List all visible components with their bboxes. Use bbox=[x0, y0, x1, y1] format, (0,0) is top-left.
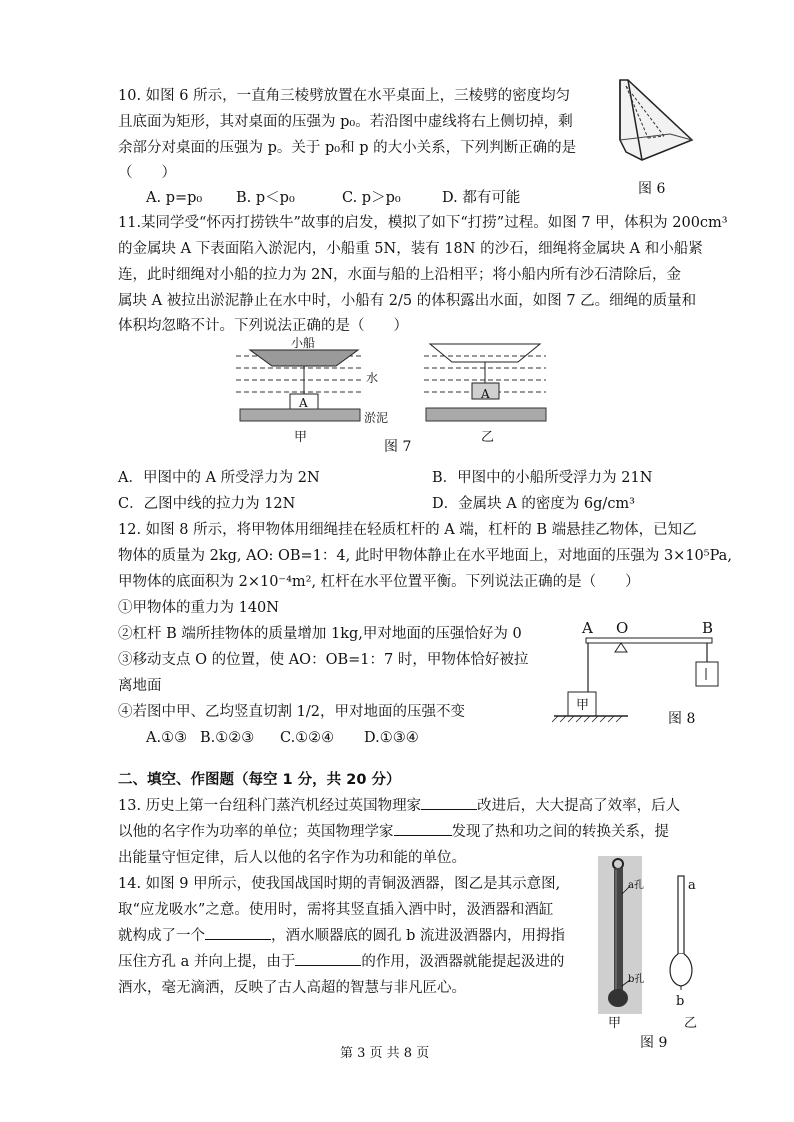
q13-line-1-start: 13. 历史上第一台纽科门蒸汽机经过英国物理家 bbox=[118, 798, 422, 814]
q10-line-3: 余部分对桌面的压强为 p。关于 p₀和 p 的大小关系，下列判断正确的是 bbox=[118, 140, 577, 156]
q14-line-4 bbox=[118, 952, 564, 972]
q12-option-b: B.①②③ bbox=[200, 730, 255, 746]
q14-line-3 bbox=[118, 926, 565, 946]
q12-option-d: D.①③④ bbox=[364, 730, 419, 746]
q14-line-3-start: 就构成了一个 bbox=[118, 928, 205, 944]
figure-7-water-label: 水 bbox=[366, 371, 379, 385]
figure-7-jia-label: 甲 bbox=[294, 430, 308, 445]
q12-line-2: 物体的质量为 2kg, AO: OB=1：4, 此时甲物体静止在水平地面上，对地面的压强为 3×10⁵Pa, bbox=[118, 548, 732, 564]
section-2-heading: 二、填空、作图题（每空 1 分，共 20 分） bbox=[118, 772, 401, 788]
q12-statement-3b: 离地面 bbox=[118, 678, 162, 694]
figure-8-point-b: B bbox=[702, 619, 714, 637]
q13-line-1 bbox=[118, 796, 680, 816]
q13-line-3: 出能量守恒定律，后人以他的名字作为功和能的单位。 bbox=[118, 850, 466, 866]
q12-option-a: A.①③ bbox=[146, 730, 188, 746]
figure-9-label-b: b bbox=[676, 994, 685, 1009]
q10-line-1: 10. 如图 6 所示，一直角三棱劈放置在水平桌面上，三棱劈的密度均匀 bbox=[118, 88, 571, 104]
figure-7-caption: 图 7 bbox=[384, 439, 412, 455]
q11-option-d: D．金属块 A 的密度为 6g/cm³ bbox=[432, 496, 635, 512]
q14-blank-2[interactable] bbox=[295, 965, 361, 966]
figure-8-jia-label: 甲 bbox=[576, 698, 590, 713]
q10-option-c: C. p＞p₀ bbox=[342, 190, 401, 206]
figure-7-block-a: A bbox=[299, 396, 308, 410]
figure-7-mud-label: 淤泥 bbox=[364, 411, 389, 425]
figure-9-label-a: a bbox=[688, 878, 696, 893]
q14-blank-1[interactable] bbox=[205, 939, 271, 940]
q14-line-2: 取“应龙吸水”之意。使用时，需将其竖直插入酒中时，汲酒器和酒缸 bbox=[118, 902, 554, 918]
q11-line-1: 11.某同学受“怀丙打捞铁牛”故事的启发，模拟了如下“打捞”过程。如图 7 甲，体积为 200cm³ bbox=[118, 215, 728, 231]
q10-line-2: 且底面为矩形，其对桌面的压强为 p₀。若沿图中虚线将右上侧切掉，剩 bbox=[118, 114, 573, 130]
q13-blank-1[interactable] bbox=[421, 809, 477, 810]
q11-line-2: 的金属块 A 下表面陷入淤泥内，小船重 5N，装有 18N 的沙石，细绳将金属块 A 和小船紧 bbox=[118, 241, 703, 257]
q12-option-c: C.①②④ bbox=[280, 730, 335, 746]
q13-blank-2[interactable] bbox=[394, 835, 452, 836]
q14-line-4-start: 压住方孔 a 并向上提，由于 bbox=[118, 954, 296, 970]
figure-9-hole-a-label: a孔 bbox=[628, 880, 644, 891]
q12-statement-2: ②杠杆 B 端所挂物体的质量增加 1kg,甲对地面的压强恰好为 0 bbox=[118, 626, 522, 642]
q13-line-2 bbox=[118, 822, 669, 842]
q10-option-a: A. p=p₀ bbox=[146, 190, 203, 206]
q13-line-1-end: 改进后，大大提高了效率，后人 bbox=[477, 798, 681, 814]
q12-statement-4: ④若图中甲、乙均竖直切割 1/2，甲对地面的压强不变 bbox=[118, 704, 465, 720]
q12-line-3: 甲物体的底面积为 2×10⁻⁴m², 杠杆在水平位置平衡。下列说法正确的是（ ） bbox=[118, 574, 640, 590]
q11-line-4: 属块 A 被拉出淤泥静止在水中时，小船有 2/5 的体积露出水面，如图 7 乙。细绳的质量和 bbox=[118, 293, 697, 309]
q11-option-a: A．甲图中的 A 所受浮力为 2N bbox=[118, 470, 320, 486]
figure-9-caption: 图 9 bbox=[640, 1035, 668, 1051]
figure-8-caption: 图 8 bbox=[668, 711, 696, 727]
figure-9-yi-label: 乙 bbox=[684, 1016, 698, 1031]
q12-line-1: 12. 如图 8 所示，将甲物体用细绳挂在轻质杠杆的 A 端，杠杆的 B 端悬挂乙物体，已知乙 bbox=[118, 522, 697, 538]
q11-option-c: C．乙图中线的拉力为 12N bbox=[118, 496, 296, 512]
q12-statement-3a: ③移动支点 O 的位置，使 AO：OB=1：7 时，甲物体恰好被拉 bbox=[118, 652, 529, 668]
q10-line-4: （ ） bbox=[118, 165, 176, 181]
figure-9-jia-label: 甲 bbox=[608, 1016, 622, 1031]
q11-line-5: 体积均忽略不计。下列说法正确的是（ ） bbox=[118, 318, 408, 334]
figure-7-yi bbox=[424, 340, 550, 426]
figure-9-hole-b-label: b孔 bbox=[628, 974, 645, 985]
page-footer: 第 3 页 共 8 页 bbox=[340, 1046, 430, 1061]
figure-9-yi-diagram bbox=[664, 872, 704, 998]
q14-line-5: 酒水，毫无滴洒，反映了古人高超的智慧与非凡匠心。 bbox=[118, 980, 466, 996]
q10-option-b: B. p＜p₀ bbox=[236, 190, 295, 206]
q11-option-b: B．甲图中的小船所受浮力为 21N bbox=[432, 470, 653, 486]
figure-6-caption: 图 6 bbox=[638, 181, 666, 197]
q14-line-3-end: ，酒水顺器底的圆孔 b 流进汲酒器内，用拇指 bbox=[271, 928, 565, 944]
figure-8-point-o: O bbox=[616, 619, 629, 637]
figure-7-yi-label: 乙 bbox=[481, 430, 495, 445]
q14-line-1: 14. 如图 9 甲所示，使我国战国时期的青铜汲酒器，图乙是其示意图, bbox=[118, 876, 561, 892]
q11-line-3: 连，此时细绳对小船的拉力为 2N，水面与船的上沿相平；将小船内所有沙石清除后，金 bbox=[118, 267, 682, 283]
q14-line-4-end: 的作用，汲酒器就能提起汲进的 bbox=[361, 954, 565, 970]
q13-line-2-end: 发现了热和功之间的转换关系，提 bbox=[451, 824, 669, 840]
figure-7-boat-label: 小船 bbox=[291, 336, 316, 350]
figure-6-wedge bbox=[612, 76, 698, 166]
q13-line-2-start: 以他的名字作为功率的单位；英国物理学家 bbox=[118, 824, 394, 840]
q12-statement-1: ①甲物体的重力为 140N bbox=[118, 600, 279, 616]
q10-option-d: D. 都有可能 bbox=[442, 190, 521, 206]
figure-8-point-a: A bbox=[582, 619, 593, 637]
figure-7-yi-block-a: A bbox=[481, 387, 490, 401]
